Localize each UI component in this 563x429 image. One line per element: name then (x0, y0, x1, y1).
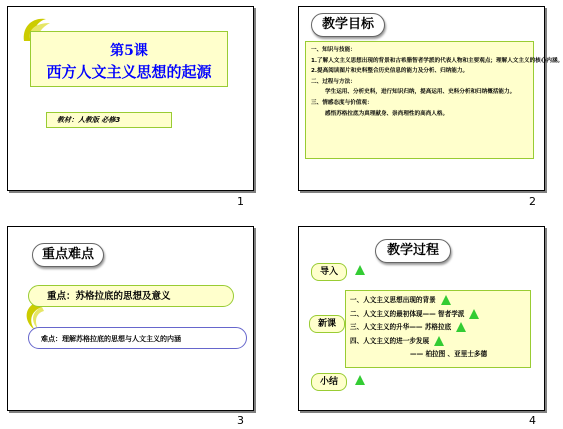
goal-line: 2.提高阅读图片和史料整合历史信息的能力及分析、归纳能力。 (311, 68, 469, 75)
lesson-title: 西方人文主义思想的起源 (46, 63, 212, 81)
goal-line: 三、情感态度与价值观： (311, 99, 373, 106)
focus-box: 重点：苏格拉底的思想及意义 (28, 285, 234, 307)
slide-title-objectives: 教学目标 (311, 13, 385, 37)
intro-label: 导入 (311, 263, 347, 281)
slide-number-3: 3 (237, 414, 244, 427)
slide-1[interactable] (7, 6, 254, 191)
title-box (30, 31, 228, 87)
goal-line: 学生运用、分析史料，进行知识归纳，提高运用、史料分析和归纳概括能力。 (325, 89, 516, 96)
slide-2[interactable] (298, 6, 563, 191)
section-line (350, 321, 526, 335)
new-lesson-label: 新课 (309, 315, 345, 333)
lesson-number: 第5课 (110, 43, 148, 59)
textbook-source: 教材：人教版 必修3 (46, 112, 172, 128)
green-triangle-icon (355, 375, 365, 385)
goal-line: 二、过程与方法： (311, 78, 356, 85)
new-lesson-box (345, 290, 531, 368)
green-triangle-icon (469, 309, 479, 319)
green-triangle-icon (441, 295, 451, 305)
slide-number-2: 2 (529, 195, 536, 208)
section-line (350, 308, 526, 322)
slide-title-key-points: 重点难点 (32, 243, 104, 267)
section-text: 四、人文主义的进一步发展 (350, 336, 430, 345)
green-triangle-icon (434, 336, 444, 346)
green-triangle-icon (456, 322, 466, 332)
section-line (350, 335, 526, 349)
section-line: —— 柏拉图 、亚里士多德 (410, 350, 488, 359)
difficulty-box: 难点：理解苏格拉底的思想与人文主义的内涵 (28, 327, 247, 349)
slide-number-4: 4 (529, 414, 536, 427)
slide-4[interactable] (298, 226, 545, 411)
slide-title-process: 教学过程 (375, 239, 451, 263)
goal-line: 1.了解人文主义思想出现的背景和古希腊智者学派的代表人物和主要观点；理解人文主义的核心内涵。 (311, 57, 563, 64)
section-line (350, 294, 526, 308)
green-triangle-icon (355, 265, 365, 275)
summary-label: 小结 (311, 373, 347, 391)
slide-3[interactable] (7, 226, 254, 411)
goal-line: 一、知识与技能： (311, 47, 356, 53)
section-text: 二、人文主义的最初体现—— 智者学派 (350, 309, 465, 318)
section-text: 三、人文主义的升华—— 苏格拉底 (350, 323, 452, 332)
slide-number-1: 1 (237, 195, 244, 208)
goal-line: 感悟苏格拉底为真理献身、崇尚理性的高尚人格。 (325, 110, 449, 117)
objectives-box (305, 41, 563, 159)
section-text: 一、人文主义思想出现的背景 (350, 296, 436, 304)
